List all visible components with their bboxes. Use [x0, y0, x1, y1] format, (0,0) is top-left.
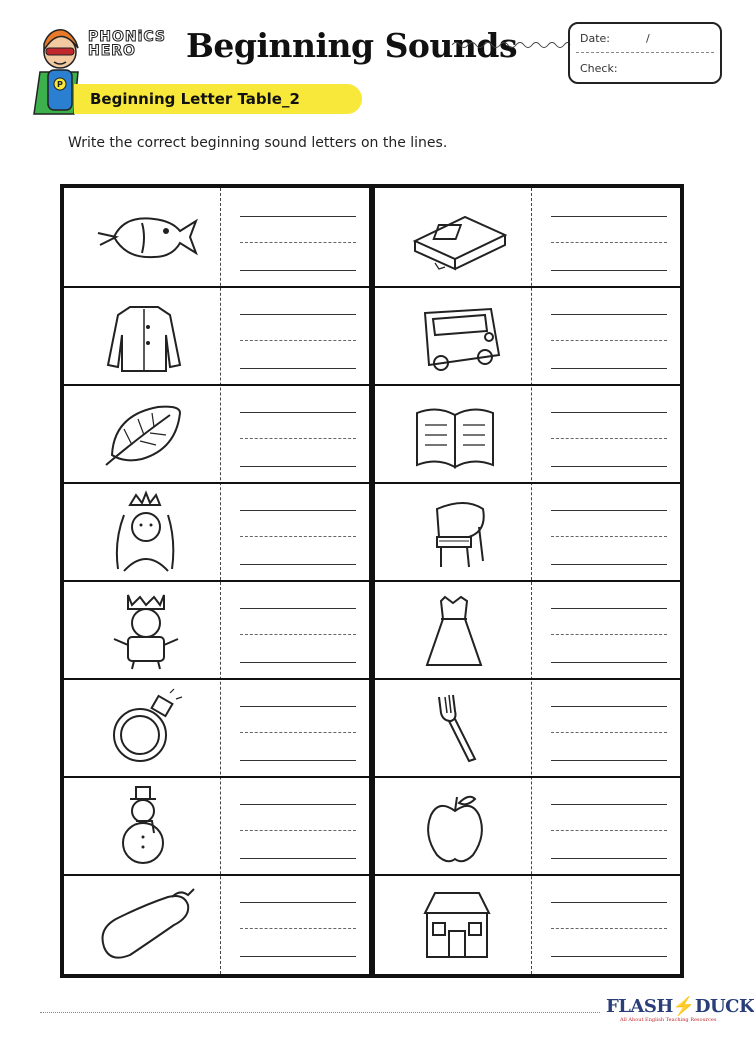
- writing-line-top[interactable]: [240, 608, 356, 609]
- table-row: [64, 384, 369, 484]
- writing-line-top[interactable]: [551, 412, 667, 413]
- writing-line-bottom[interactable]: [551, 368, 667, 369]
- right-column: [375, 188, 680, 974]
- table-row: [64, 188, 369, 288]
- table-row: [64, 580, 369, 680]
- writing-line-top[interactable]: [551, 804, 667, 805]
- flashduck-logo: [606, 996, 754, 1023]
- writing-line-middle[interactable]: [240, 536, 356, 537]
- table-row: [375, 678, 680, 778]
- writing-line-bottom[interactable]: [551, 662, 667, 663]
- writing-line-top[interactable]: [551, 706, 667, 707]
- writing-line-top[interactable]: [240, 314, 356, 315]
- wavy-line-decoration: [452, 38, 570, 52]
- writing-line-bottom[interactable]: [551, 270, 667, 271]
- worksheet-table: [60, 184, 684, 978]
- writing-line-middle[interactable]: [551, 634, 667, 635]
- logo-tagline: All About English Teaching Resources: [620, 1017, 717, 1023]
- brand-logo-text: [88, 30, 166, 58]
- logo-left-text: FLASH: [606, 996, 673, 1017]
- writing-line-middle[interactable]: [551, 732, 667, 733]
- table-row: [64, 678, 369, 778]
- writing-line-middle[interactable]: [551, 438, 667, 439]
- book-icon: [395, 393, 515, 473]
- lightning-bolt-icon: ⚡: [672, 996, 695, 1017]
- fish-icon: [84, 197, 204, 277]
- worksheet-banner: [74, 84, 362, 114]
- writing-line-bottom[interactable]: [551, 956, 667, 957]
- writing-line-middle[interactable]: [240, 928, 356, 929]
- table-row: [64, 482, 369, 582]
- writing-line-top[interactable]: [240, 510, 356, 511]
- eggplant-icon: [84, 883, 204, 963]
- fork-icon: [395, 687, 515, 767]
- apple-icon: [395, 785, 515, 865]
- writing-line-middle[interactable]: [551, 830, 667, 831]
- writing-line-middle[interactable]: [240, 634, 356, 635]
- writing-line-bottom[interactable]: [240, 858, 356, 859]
- writing-line-top[interactable]: [240, 216, 356, 217]
- writing-line-middle[interactable]: [551, 340, 667, 341]
- writing-line-middle[interactable]: [551, 242, 667, 243]
- table-row: [375, 580, 680, 680]
- writing-line-bottom[interactable]: [551, 858, 667, 859]
- brand-line-1: PHONiCS: [88, 29, 167, 45]
- page-title: Beginning Sounds: [186, 26, 518, 65]
- banner-label: Beginning Letter Table_2: [90, 90, 300, 108]
- footer-dotted-line: [40, 1012, 600, 1013]
- writing-line-bottom[interactable]: [240, 564, 356, 565]
- writing-line-top[interactable]: [240, 804, 356, 805]
- writing-line-bottom[interactable]: [551, 564, 667, 565]
- date-divider: [576, 52, 714, 53]
- writing-line-middle[interactable]: [240, 340, 356, 341]
- queen-icon: [84, 491, 204, 571]
- bus-icon: [395, 295, 515, 375]
- king-icon: [84, 589, 204, 669]
- house-icon: [395, 883, 515, 963]
- writing-line-top[interactable]: [551, 608, 667, 609]
- writing-line-bottom[interactable]: [240, 368, 356, 369]
- writing-line-top[interactable]: [240, 706, 356, 707]
- writing-line-top[interactable]: [551, 902, 667, 903]
- left-column: [64, 188, 369, 974]
- svg-text:P: P: [57, 80, 63, 89]
- writing-line-bottom[interactable]: [240, 270, 356, 271]
- leaf-icon: [84, 393, 204, 473]
- writing-line-top[interactable]: [240, 412, 356, 413]
- writing-line-bottom[interactable]: [240, 662, 356, 663]
- coat-icon: [84, 295, 204, 375]
- box-icon: [395, 197, 515, 277]
- writing-line-top[interactable]: [551, 216, 667, 217]
- writing-line-bottom[interactable]: [240, 466, 356, 467]
- writing-line-top[interactable]: [551, 510, 667, 511]
- logo-right-text: DUCK: [694, 996, 754, 1017]
- ring-icon: [84, 687, 204, 767]
- writing-line-top[interactable]: [551, 314, 667, 315]
- writing-line-middle[interactable]: [551, 536, 667, 537]
- dress-icon: [395, 589, 515, 669]
- table-row: [375, 776, 680, 876]
- writing-line-bottom[interactable]: [551, 760, 667, 761]
- table-row: [64, 776, 369, 876]
- table-row: [375, 188, 680, 288]
- check-label: Check:: [580, 62, 618, 75]
- writing-line-middle[interactable]: [551, 928, 667, 929]
- writing-line-bottom[interactable]: [240, 956, 356, 957]
- piano-icon: [395, 491, 515, 571]
- table-row: [64, 286, 369, 386]
- table-row: [375, 874, 680, 972]
- writing-line-middle[interactable]: [240, 242, 356, 243]
- date-slash: /: [646, 32, 650, 45]
- instructions-text: Write the correct beginning sound letters on the lines.: [68, 135, 448, 151]
- table-row: [375, 286, 680, 386]
- date-label: Date:: [580, 32, 610, 45]
- writing-line-middle[interactable]: [240, 732, 356, 733]
- writing-line-middle[interactable]: [240, 438, 356, 439]
- writing-line-top[interactable]: [240, 902, 356, 903]
- table-row: [64, 874, 369, 972]
- date-check-box: [568, 22, 722, 84]
- writing-line-middle[interactable]: [240, 830, 356, 831]
- writing-line-bottom[interactable]: [551, 466, 667, 467]
- table-row: [375, 384, 680, 484]
- brand-line-2: HERO: [88, 43, 136, 59]
- table-row: [375, 482, 680, 582]
- writing-line-bottom[interactable]: [240, 760, 356, 761]
- snowman-icon: [84, 785, 204, 865]
